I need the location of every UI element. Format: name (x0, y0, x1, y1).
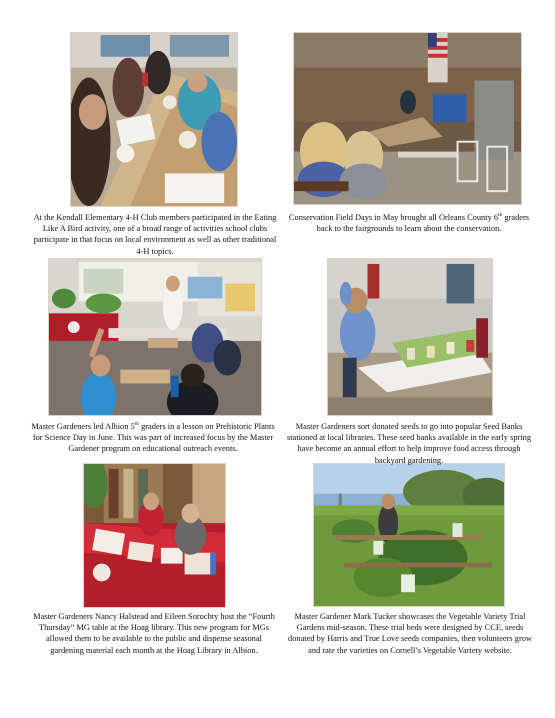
caption-text: Master Gardener Mark Tucker showcases the Vegetable Variety Trial Gardens mid-season. These trial beds were designed by CCE, seeds donated by Harris and True Love seeds companies, then volunteers grow and rate the varieties on Cornell’s Vegetable Variety website. (288, 612, 532, 655)
conservation-field-days-photo (293, 32, 522, 205)
kendall-elementary-photo (70, 32, 238, 207)
caption-text: graders back to the fairgrounds to learn about the conservation. (316, 213, 530, 234)
caption-text: graders in a lesson on Prehistoric Plants for Science Day in June. This was part of increased focus by the Master Gardener program on educational outreach events. (32, 422, 275, 454)
caption-text: Master Gardeners sort donated seeds to go into popular Seed Banks stationed at local libraries. These seed banks available in the early spring have become an annual effort to help improve food access through backyard gardening. (286, 422, 532, 465)
conservation-field-days-caption (284, 212, 534, 234)
seed-sorting-caption (284, 421, 534, 466)
trial-gardens-caption (288, 611, 532, 656)
albion-science-day-photo (48, 258, 262, 416)
caption-text: Conservation Field Days in May brought all Orleans County 6 (288, 213, 499, 222)
seed-sorting-photo (327, 258, 493, 416)
hoag-library-photo (83, 463, 226, 608)
caption-text: Master Gardeners led Albion 5 (31, 422, 135, 431)
kendall-elementary-caption (32, 212, 278, 257)
ordinal-suffix: th (134, 421, 139, 428)
albion-science-day-caption (28, 421, 278, 455)
ordinal-suffix: th (498, 212, 503, 219)
trial-gardens-photo (313, 463, 505, 607)
caption-text: At the Kendall Elementary 4-H Club members participated in the Eating Like A Bird activity, one of a broad range of activities school clubs participate in that focus on local environment as well as other traditional 4-H topics. (33, 213, 277, 256)
hoag-library-caption (30, 611, 278, 656)
caption-text: Master Gardeners Nancy Halstead and Eileen Sorochty host the “Fourth Thursday” MG table at the Hoag library. This new program for MGs allowed them to be available to the public and dispense seasonal gardening material each month at the Hoag Library in Albion. (33, 612, 275, 655)
